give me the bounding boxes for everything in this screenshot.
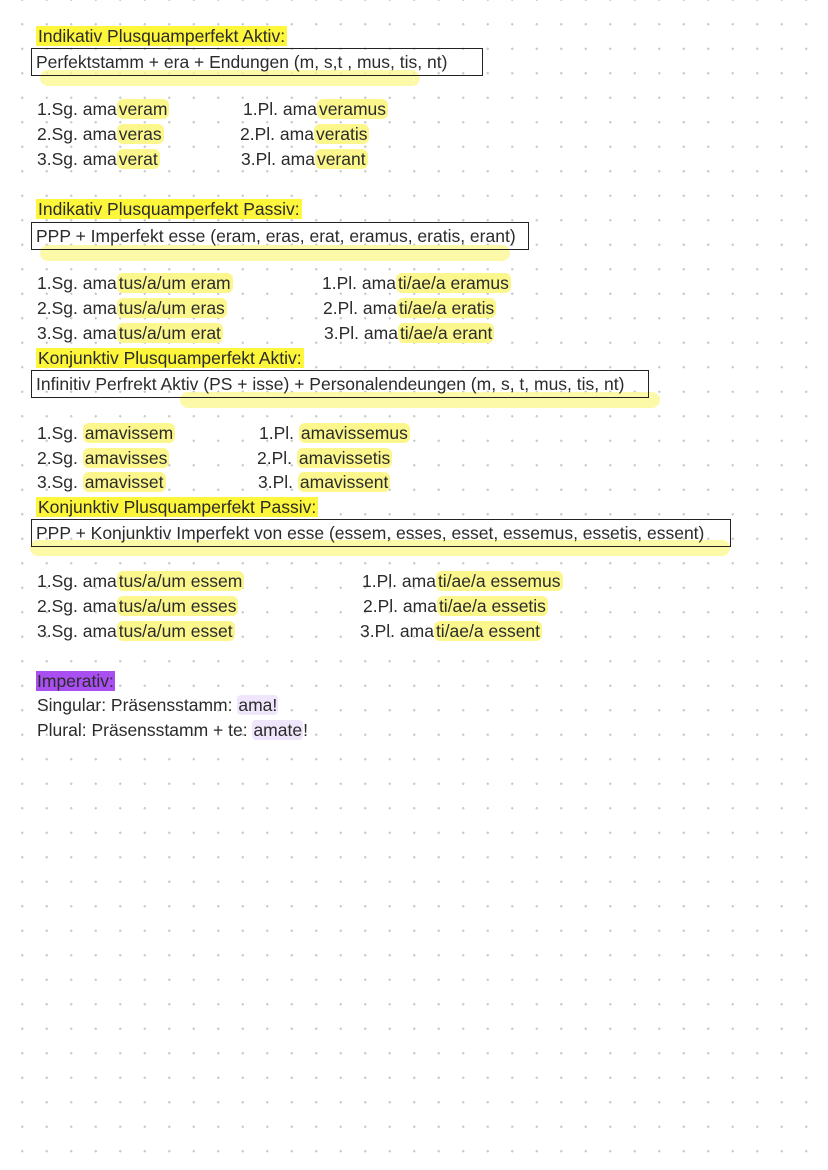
form-line: 3.Sg. ama tus/a/um esset: [37, 621, 233, 641]
form-line: 3.Sg. ama verat: [37, 149, 158, 169]
form-line: 2.Sg. ama tus/a/um eras: [37, 298, 225, 318]
form-line: 1.Pl. ama ti/ae/a essemus: [362, 571, 561, 591]
form-line: 1.Sg. amavissem: [37, 423, 174, 443]
section-heading: Konjunktiv Plusquamperfekt Aktiv:: [38, 348, 302, 368]
imperativ-heading: Imperativ:: [37, 671, 114, 691]
section-heading: Konjunktiv Plusquamperfekt Passiv:: [38, 497, 317, 517]
form-line: 1.Sg. ama veram: [37, 99, 168, 119]
form-line: 2.Pl. ama ti/ae/a eratis: [323, 298, 495, 318]
imperativ-plural: Plural: Präsensstamm + te: amate!: [37, 720, 308, 740]
section-heading: Indikativ Plusquamperfekt Aktiv:: [38, 26, 286, 46]
form-line: 1.Sg. ama tus/a/um eram: [37, 273, 231, 293]
form-line: 2.Sg. amavisses: [37, 448, 168, 468]
rule-box: PPP + Imperfekt esse (eram, eras, erat, eramus, eratis, erant): [31, 222, 529, 250]
form-line: 1.Pl. ama ti/ae/a eramus: [322, 273, 509, 293]
form-line: 3.Sg. amavisset: [37, 472, 164, 492]
imperativ-singular: Singular: Präsensstamm: ama!: [37, 695, 278, 715]
form-line: 3.Pl. ama verant: [241, 149, 366, 169]
form-line: 3.Sg. ama tus/a/um erat: [37, 323, 221, 343]
form-line: 1.Sg. ama tus/a/um essem: [37, 571, 243, 591]
section-heading: Indikativ Plusquamperfekt Passiv:: [38, 199, 300, 219]
rule-box: Perfektstamm + era + Endungen (m, s,t , mus, tis, nt): [31, 48, 483, 76]
form-line: 1.Pl. amavissemus: [259, 423, 408, 443]
form-line: 2.Pl. amavissetis: [257, 448, 391, 468]
form-line: 2.Sg. ama tus/a/um esses: [37, 596, 237, 616]
form-line: 2.Sg. ama veras: [37, 124, 162, 144]
form-line: 3.Pl. amavissent: [258, 472, 389, 492]
rule-box: Infinitiv Perfrekt Aktiv (PS + isse) + Personalendeungen (m, s, t, mus, tis, nt): [31, 370, 649, 398]
form-line: 3.Pl. ama ti/ae/a essent: [360, 621, 541, 641]
form-line: 2.Pl. ama ti/ae/a essetis: [363, 596, 546, 616]
rule-box: PPP + Konjunktiv Imperfekt von esse (essem, esses, esset, essemus, essetis, essent): [31, 519, 731, 547]
form-line: 3.Pl. ama ti/ae/a erant: [324, 323, 493, 343]
form-line: 1.Pl. ama veramus: [243, 99, 387, 119]
form-line: 2.Pl. ama veratis: [240, 124, 368, 144]
